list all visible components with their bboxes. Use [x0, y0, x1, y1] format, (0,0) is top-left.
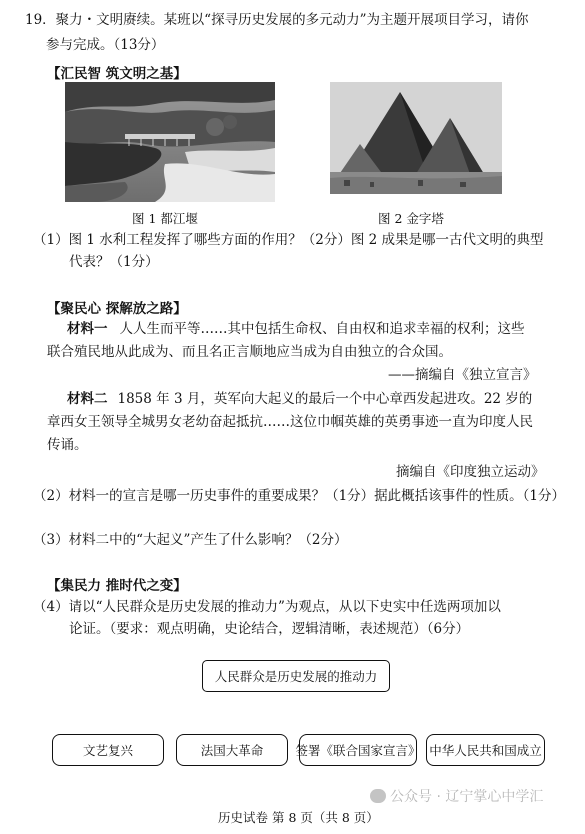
q4-line2: 论证。（要求：观点明确，史论结合，逻辑清晰，表述规范）（6分）	[69, 621, 470, 637]
q2-text: （2）材料一的宣言是哪一历史事件的重要成果？（1分）据此概括该事件的性质。（1分）	[33, 488, 566, 504]
material1-text1: 人人生而平等……其中包括生命权、自由权和追求幸福的权利；这些	[119, 321, 525, 337]
watermark-text: 公众号 · 辽宁掌心中学汇	[390, 789, 544, 805]
question-header-line2: 参与完成。（13分）	[46, 37, 165, 53]
q1-line1: （1）图 1 水利工程发挥了哪些方面的作用？（2分）图 2 成果是哪一古代文明的典型	[33, 232, 544, 248]
question-header-line1: 19．聚力・文明赓续。某班以“探寻历史发展的多元动力”为主题开展项目学习，请你	[25, 12, 529, 28]
material2-label: 材料二	[67, 391, 108, 407]
section3-title: 【集民力 推时代之变】	[47, 578, 187, 594]
figure1-caption: 图 1 都江堰	[132, 211, 198, 226]
pyramid-photo	[330, 82, 502, 194]
figure2-caption: 图 2 金字塔	[378, 211, 444, 226]
fact-box-un-declaration: 签署《联合国家宣言》	[299, 734, 417, 766]
watermark	[370, 786, 543, 806]
section1-title: 【汇民智 筑文明之基】	[47, 66, 187, 82]
fact-box-prc-founding: 中华人民共和国成立	[426, 734, 545, 766]
q3-text: （3）材料二中的“大起义”产生了什么影响？（2分）	[33, 532, 348, 548]
material1-line2: 联合殖民地从此成为、而且名正言顺地应当成为自由独立的合众国。	[47, 344, 452, 360]
pyramid-illustration	[330, 82, 502, 194]
central-viewpoint-box: 人民群众是历史发展的推动力	[202, 660, 390, 692]
wechat-icon	[370, 789, 386, 803]
material2-source: 摘编自《印度独立运动》	[396, 464, 545, 480]
q1-line2: 代表？（1分）	[69, 254, 159, 270]
fact-box-french-revolution: 法国大革命	[176, 734, 288, 766]
section2-title: 【聚民心 探解放之路】	[47, 301, 187, 317]
q4-line1: （4）请以“人民群众是历史发展的推动力”为观点，从以下史实中任选两项加以	[33, 599, 501, 615]
page-footer: 历史试卷 第 8 页（共 8 页）	[218, 810, 379, 825]
material1-label: 材料一	[67, 321, 108, 337]
fact-box-renaissance: 文艺复兴	[52, 734, 164, 766]
dujiangyan-photo	[65, 82, 275, 202]
material1-line1	[67, 320, 525, 338]
material2-line3: 传诵。	[47, 437, 88, 453]
dujiangyan-illustration	[65, 82, 275, 202]
material2-line2: 章西女王领导全城男女老幼奋起抵抗……这位巾帼英雄的英勇事迹一直为印度人民	[47, 414, 533, 430]
material2-text1: 1858 年 3 月，英军向大起义的最后一个中心章西发起进攻。22 岁的	[117, 391, 533, 407]
material1-source: ——摘编自《独立宣言》	[388, 367, 537, 383]
material2-line1	[67, 390, 532, 408]
